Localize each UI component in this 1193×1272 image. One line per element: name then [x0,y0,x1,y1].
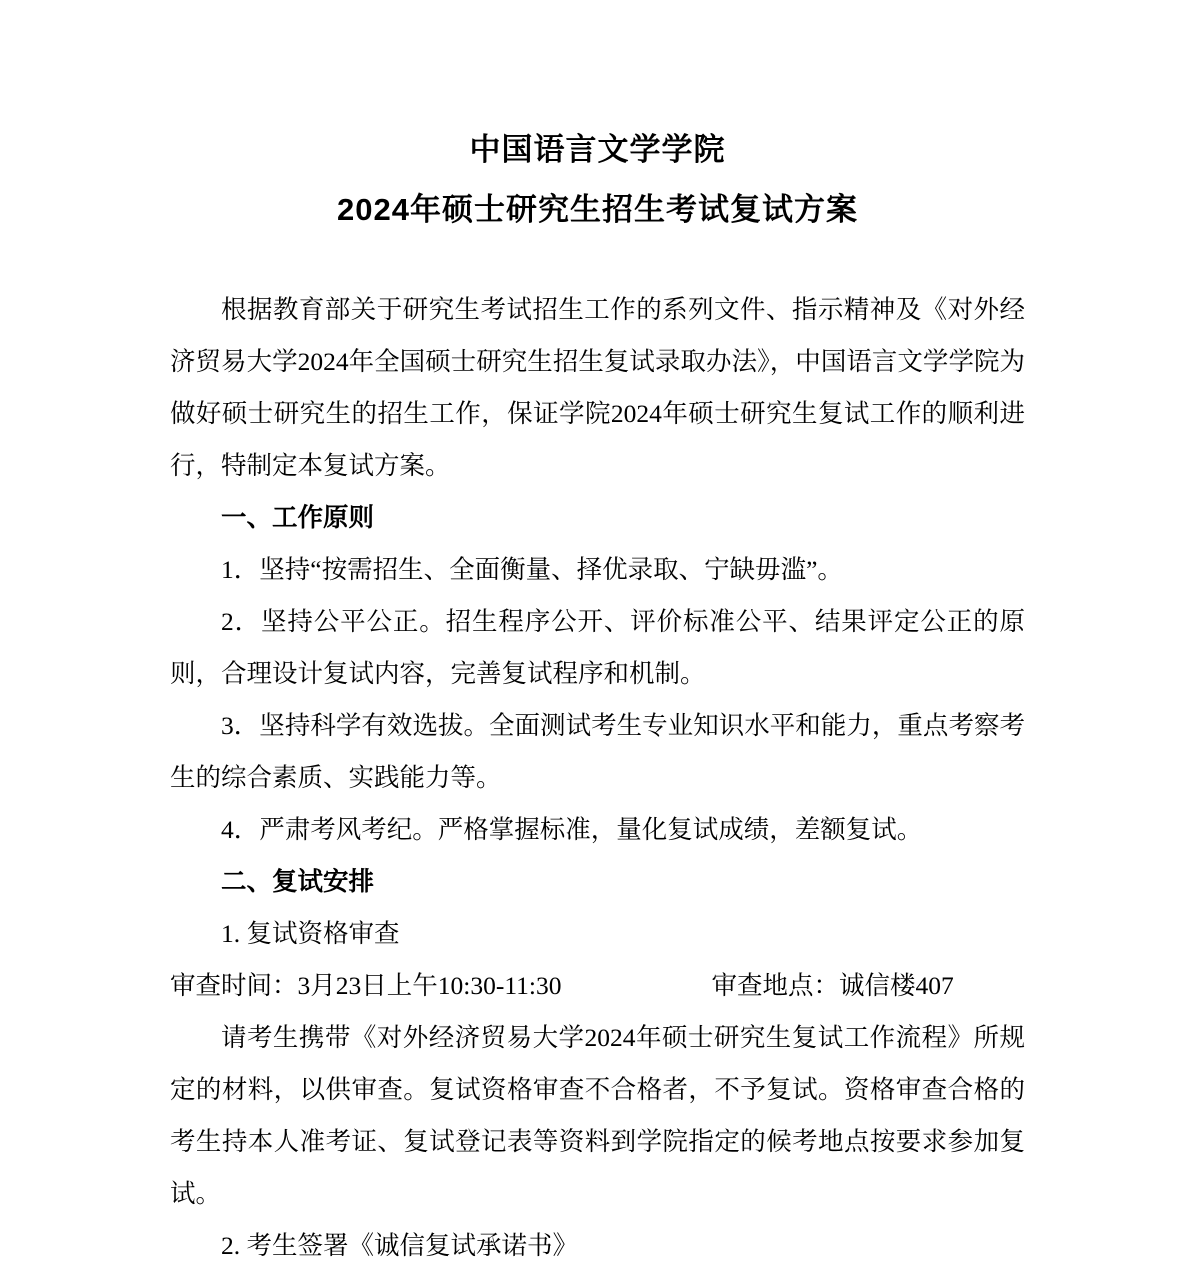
intro-paragraph: 根据教育部关于研究生考试招生工作的系列文件、指示精神及《对外经济贸易大学2024年全国硕士研究生招生复试录取办法》，中国语言文学学院为做好硕士研究生的招生工作，保证学院2024年硕士研究生复试工作的顺利进行，特制定本复试方案。 [170,295,1025,480]
review-time: 审查时间：3月23日上午10:30-11:30 [170,971,562,1000]
review-place: 审查地点：诚信楼407 [711,971,954,1000]
subsection-integrity-commitment: 2. 考生签署《诚信复试承诺书》 [221,1231,579,1260]
section-heading-retest-arrangement: 二、复试安排 [221,868,375,896]
principle-item-2: 2．坚持公平公正。招生程序公开、评价标准公平、结果评定公正的原则，合理设计复试内容，完善复试程序和机制。 [170,607,1025,688]
section-heading-work-principles: 一、工作原则 [221,504,375,532]
principle-item-1: 1．坚持“按需招生、全面衡量、择优录取、宁缺毋滥”。 [221,555,843,584]
document-body [170,0,1025,1272]
document-title-line-1: 中国语言文学学院 [469,132,726,167]
review-note-paragraph: 请考生携带《对外经济贸易大学2024年硕士研究生复试工作流程》所规定的材料，以供审查。复试资格审查不合格者，不予复试。资格审查合格的考生持本人准考证、复试登记表等资料到学院指定的候考地点按要求参加复试。 [170,1023,1025,1208]
principle-item-3: 3．坚持科学有效选拔。全面测试考生专业知识水平和能力，重点考察考生的综合素质、实践能力等。 [170,711,1025,792]
subsection-qualification-review: 1. 复试资格审查 [221,919,400,948]
document-title-line-2: 2024年硕士研究生招生考试复试方案 [337,192,858,227]
review-time-place-line [170,960,1025,1012]
title-body-spacer [170,240,1025,284]
principle-item-4: 4．严肃考风考纪。严格掌握标准，量化复试成绩，差额复试。 [221,815,923,844]
document-title-block [170,0,1025,240]
